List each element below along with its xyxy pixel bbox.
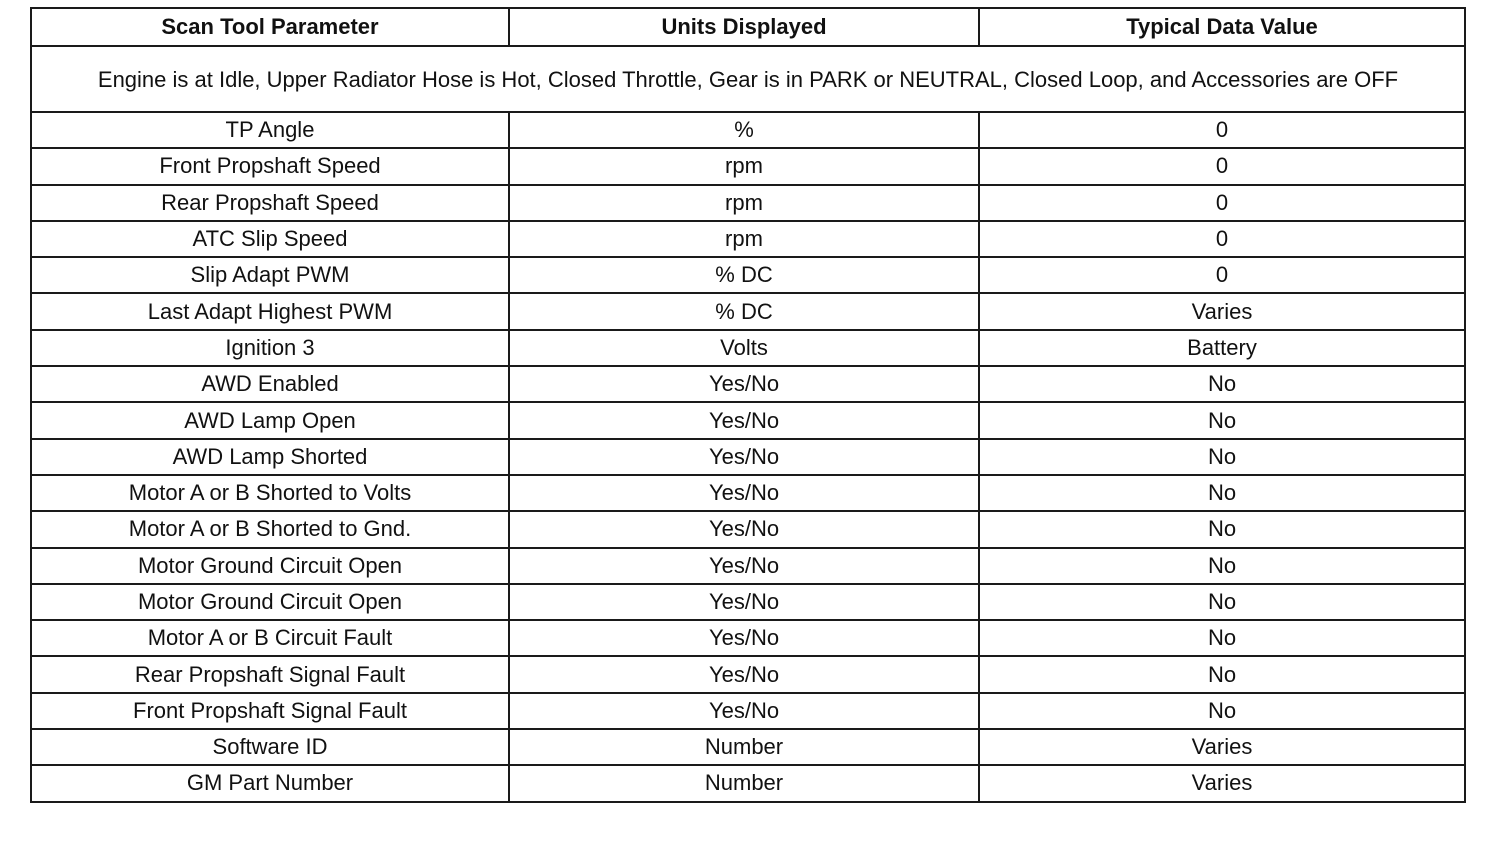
table-body xyxy=(31,46,1465,802)
parameter-cell: Rear Propshaft Signal Fault xyxy=(31,656,509,692)
units-cell: % DC xyxy=(509,293,979,329)
value-cell: No xyxy=(979,511,1465,547)
units-cell: Yes/No xyxy=(509,439,979,475)
value-cell: No xyxy=(979,475,1465,511)
value-cell: Varies xyxy=(979,293,1465,329)
value-cell: No xyxy=(979,402,1465,438)
parameter-cell: Motor A or B Circuit Fault xyxy=(31,620,509,656)
value-cell: No xyxy=(979,548,1465,584)
units-cell: Number xyxy=(509,729,979,765)
units-cell: Yes/No xyxy=(509,620,979,656)
table-row xyxy=(31,439,1465,475)
parameter-cell: TP Angle xyxy=(31,112,509,148)
table-row xyxy=(31,475,1465,511)
table-row xyxy=(31,330,1465,366)
parameter-cell: Slip Adapt PWM xyxy=(31,257,509,293)
table-row xyxy=(31,293,1465,329)
parameter-cell: Ignition 3 xyxy=(31,330,509,366)
value-cell: No xyxy=(979,439,1465,475)
table-row xyxy=(31,112,1465,148)
value-cell: No xyxy=(979,584,1465,620)
units-cell: rpm xyxy=(509,185,979,221)
value-cell: No xyxy=(979,620,1465,656)
value-cell: 0 xyxy=(979,221,1465,257)
units-cell: Yes/No xyxy=(509,584,979,620)
parameter-cell: Front Propshaft Signal Fault xyxy=(31,693,509,729)
parameter-cell: AWD Lamp Shorted xyxy=(31,439,509,475)
value-cell: 0 xyxy=(979,257,1465,293)
units-cell: Yes/No xyxy=(509,402,979,438)
units-cell: % DC xyxy=(509,257,979,293)
table-row xyxy=(31,765,1465,801)
parameter-cell: Rear Propshaft Speed xyxy=(31,185,509,221)
value-cell: Varies xyxy=(979,729,1465,765)
header-units-displayed: Units Displayed xyxy=(509,8,979,46)
table-row xyxy=(31,693,1465,729)
units-cell: rpm xyxy=(509,148,979,184)
units-cell: % xyxy=(509,112,979,148)
parameter-cell: AWD Lamp Open xyxy=(31,402,509,438)
header-row xyxy=(31,8,1465,46)
value-cell: Varies xyxy=(979,765,1465,801)
table-row xyxy=(31,548,1465,584)
units-cell: Yes/No xyxy=(509,693,979,729)
table-row xyxy=(31,656,1465,692)
units-cell: Number xyxy=(509,765,979,801)
units-cell: Yes/No xyxy=(509,656,979,692)
units-cell: rpm xyxy=(509,221,979,257)
value-cell: Battery xyxy=(979,330,1465,366)
parameter-cell: Software ID xyxy=(31,729,509,765)
parameter-cell: Motor Ground Circuit Open xyxy=(31,548,509,584)
table-row xyxy=(31,366,1465,402)
condition-row xyxy=(31,46,1465,112)
value-cell: No xyxy=(979,366,1465,402)
header-scan-tool-parameter: Scan Tool Parameter xyxy=(31,8,509,46)
parameter-cell: Motor Ground Circuit Open xyxy=(31,584,509,620)
value-cell: 0 xyxy=(979,185,1465,221)
table-row xyxy=(31,148,1465,184)
parameter-cell: AWD Enabled xyxy=(31,366,509,402)
parameter-cell: ATC Slip Speed xyxy=(31,221,509,257)
table-row xyxy=(31,584,1465,620)
table-row xyxy=(31,729,1465,765)
condition-text: Engine is at Idle, Upper Radiator Hose is Hot, Closed Throttle, Gear is in PARK or NEUTRAL, Closed Loop, and Accessories are OFF xyxy=(31,46,1465,112)
table-row xyxy=(31,221,1465,257)
table-header xyxy=(31,8,1465,46)
value-cell: No xyxy=(979,656,1465,692)
value-cell: No xyxy=(979,693,1465,729)
table-row xyxy=(31,511,1465,547)
units-cell: Yes/No xyxy=(509,548,979,584)
parameter-cell: Last Adapt Highest PWM xyxy=(31,293,509,329)
parameter-cell: Motor A or B Shorted to Gnd. xyxy=(31,511,509,547)
value-cell: 0 xyxy=(979,112,1465,148)
scan-tool-data-table xyxy=(30,7,1466,803)
parameter-cell: Motor A or B Shorted to Volts xyxy=(31,475,509,511)
table-row xyxy=(31,185,1465,221)
units-cell: Yes/No xyxy=(509,366,979,402)
header-typical-data-value: Typical Data Value xyxy=(979,8,1465,46)
table-row xyxy=(31,620,1465,656)
parameter-cell: Front Propshaft Speed xyxy=(31,148,509,184)
table-row xyxy=(31,402,1465,438)
table-row xyxy=(31,257,1465,293)
units-cell: Yes/No xyxy=(509,511,979,547)
parameter-cell: GM Part Number xyxy=(31,765,509,801)
units-cell: Volts xyxy=(509,330,979,366)
units-cell: Yes/No xyxy=(509,475,979,511)
value-cell: 0 xyxy=(979,148,1465,184)
